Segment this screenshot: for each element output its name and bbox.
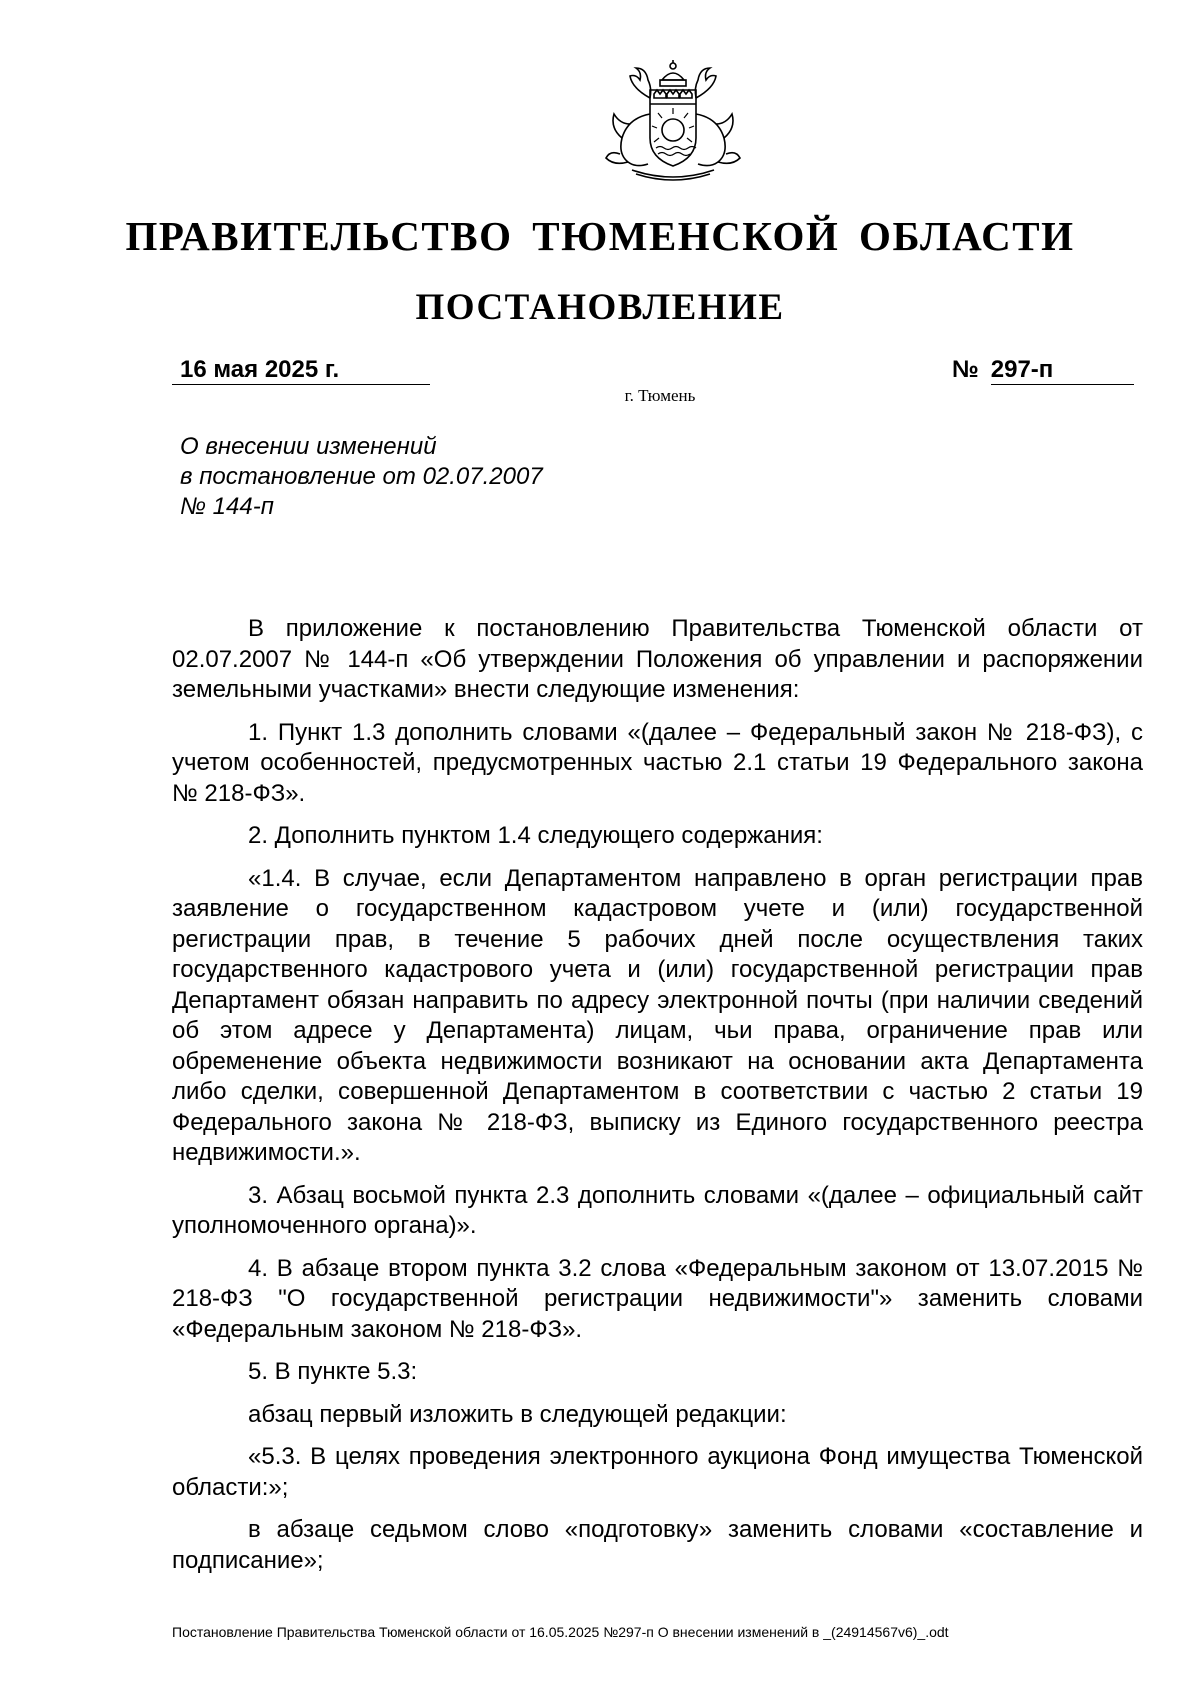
body-paragraph: 2. Дополнить пунктом 1.4 следующего содержания: xyxy=(248,822,823,849)
government-title: ПРАВИТЕЛЬСТВО ТЮМЕНСКОЙ ОБЛАСТИ xyxy=(125,213,1075,259)
number-sign: № xyxy=(952,356,979,383)
city-label: г. Тюмень xyxy=(624,386,696,405)
coat-of-arms-emblem xyxy=(592,58,754,184)
page-footer: Постановление Правительства Тюменской области от 16.05.2025 №297-п О внесении изменений в _(24914567v6)_.odt xyxy=(172,1624,949,1640)
subject-line: в постановление от 02.07.2007 xyxy=(180,463,543,490)
body-paragraph: абзац первый изложить в следующей редакции: xyxy=(248,1400,787,1428)
document-type: ПОСТАНОВЛЕНИЕ xyxy=(415,287,785,328)
body-paragraph: В приложение к постановлению Правительства Тюменской области от 02.07.2007 № 144-п «Об утверждении Положения об управлении и распоряжении земельными участками» внести следующие изменения: xyxy=(172,615,1143,703)
body-paragraph: 1. Пункт 1.3 дополнить словами «(далее – Федеральный закон № 218-ФЗ), с учетом особенностей, предусмотренных частью 2.1 статьи 19 Федерального закона № 218-ФЗ». xyxy=(172,718,1143,807)
body-paragraph: «5.3. В целях проведения электронного аукциона Фонд имущества Тюменской области:»; xyxy=(172,1443,1143,1501)
document-number: 297-п xyxy=(991,356,1134,385)
body-paragraph: «1.4. В случае, если Департаментом направлено в орган регистрации прав заявление о государственном кадастровом учете и (или) государственной регистрации прав, в течение 5 рабочих дней после осуществления таких государственного кадастрового учета и (или) государственной регистрации прав Департамент обязан направить по адресу электронной почты (при наличии сведений об этом адресе у Департамента) лицам, чьи права, ограничение прав или обременение объекта недвижимости возникают на основании акта Департамента либо сделки, совершенной Департаментом в соответствии с частью 2 статьи 19 Федерального закона № 218-ФЗ, выписку из Единого государственного реестра недвижимости.». xyxy=(172,864,1143,1166)
document-number-field xyxy=(952,356,1134,385)
body-paragraph: 5. В пункте 5.3: xyxy=(248,1358,418,1385)
document-subject xyxy=(180,432,680,522)
subject-line: О внесении изменений xyxy=(180,433,437,460)
body-paragraph: в абзаце седьмом слово «подготовку» заменить словами «составление и подписание»; xyxy=(172,1516,1143,1574)
body-paragraph: 3. Абзац восьмой пункта 2.3 дополнить словами «(далее – официальный сайт уполномоченного органа)». xyxy=(172,1181,1143,1239)
document-body xyxy=(172,614,1143,1588)
document-date: 16 мая 2025 г. xyxy=(172,356,430,385)
subject-line: № 144-п xyxy=(180,493,274,520)
body-paragraph: 4. В абзаце втором пункта 3.2 слова «Федеральным законом от 13.07.2015 № 218-ФЗ "О государственной регистрации недвижимости"» заменить словами «Федеральным законом № 218-ФЗ». xyxy=(172,1254,1143,1343)
